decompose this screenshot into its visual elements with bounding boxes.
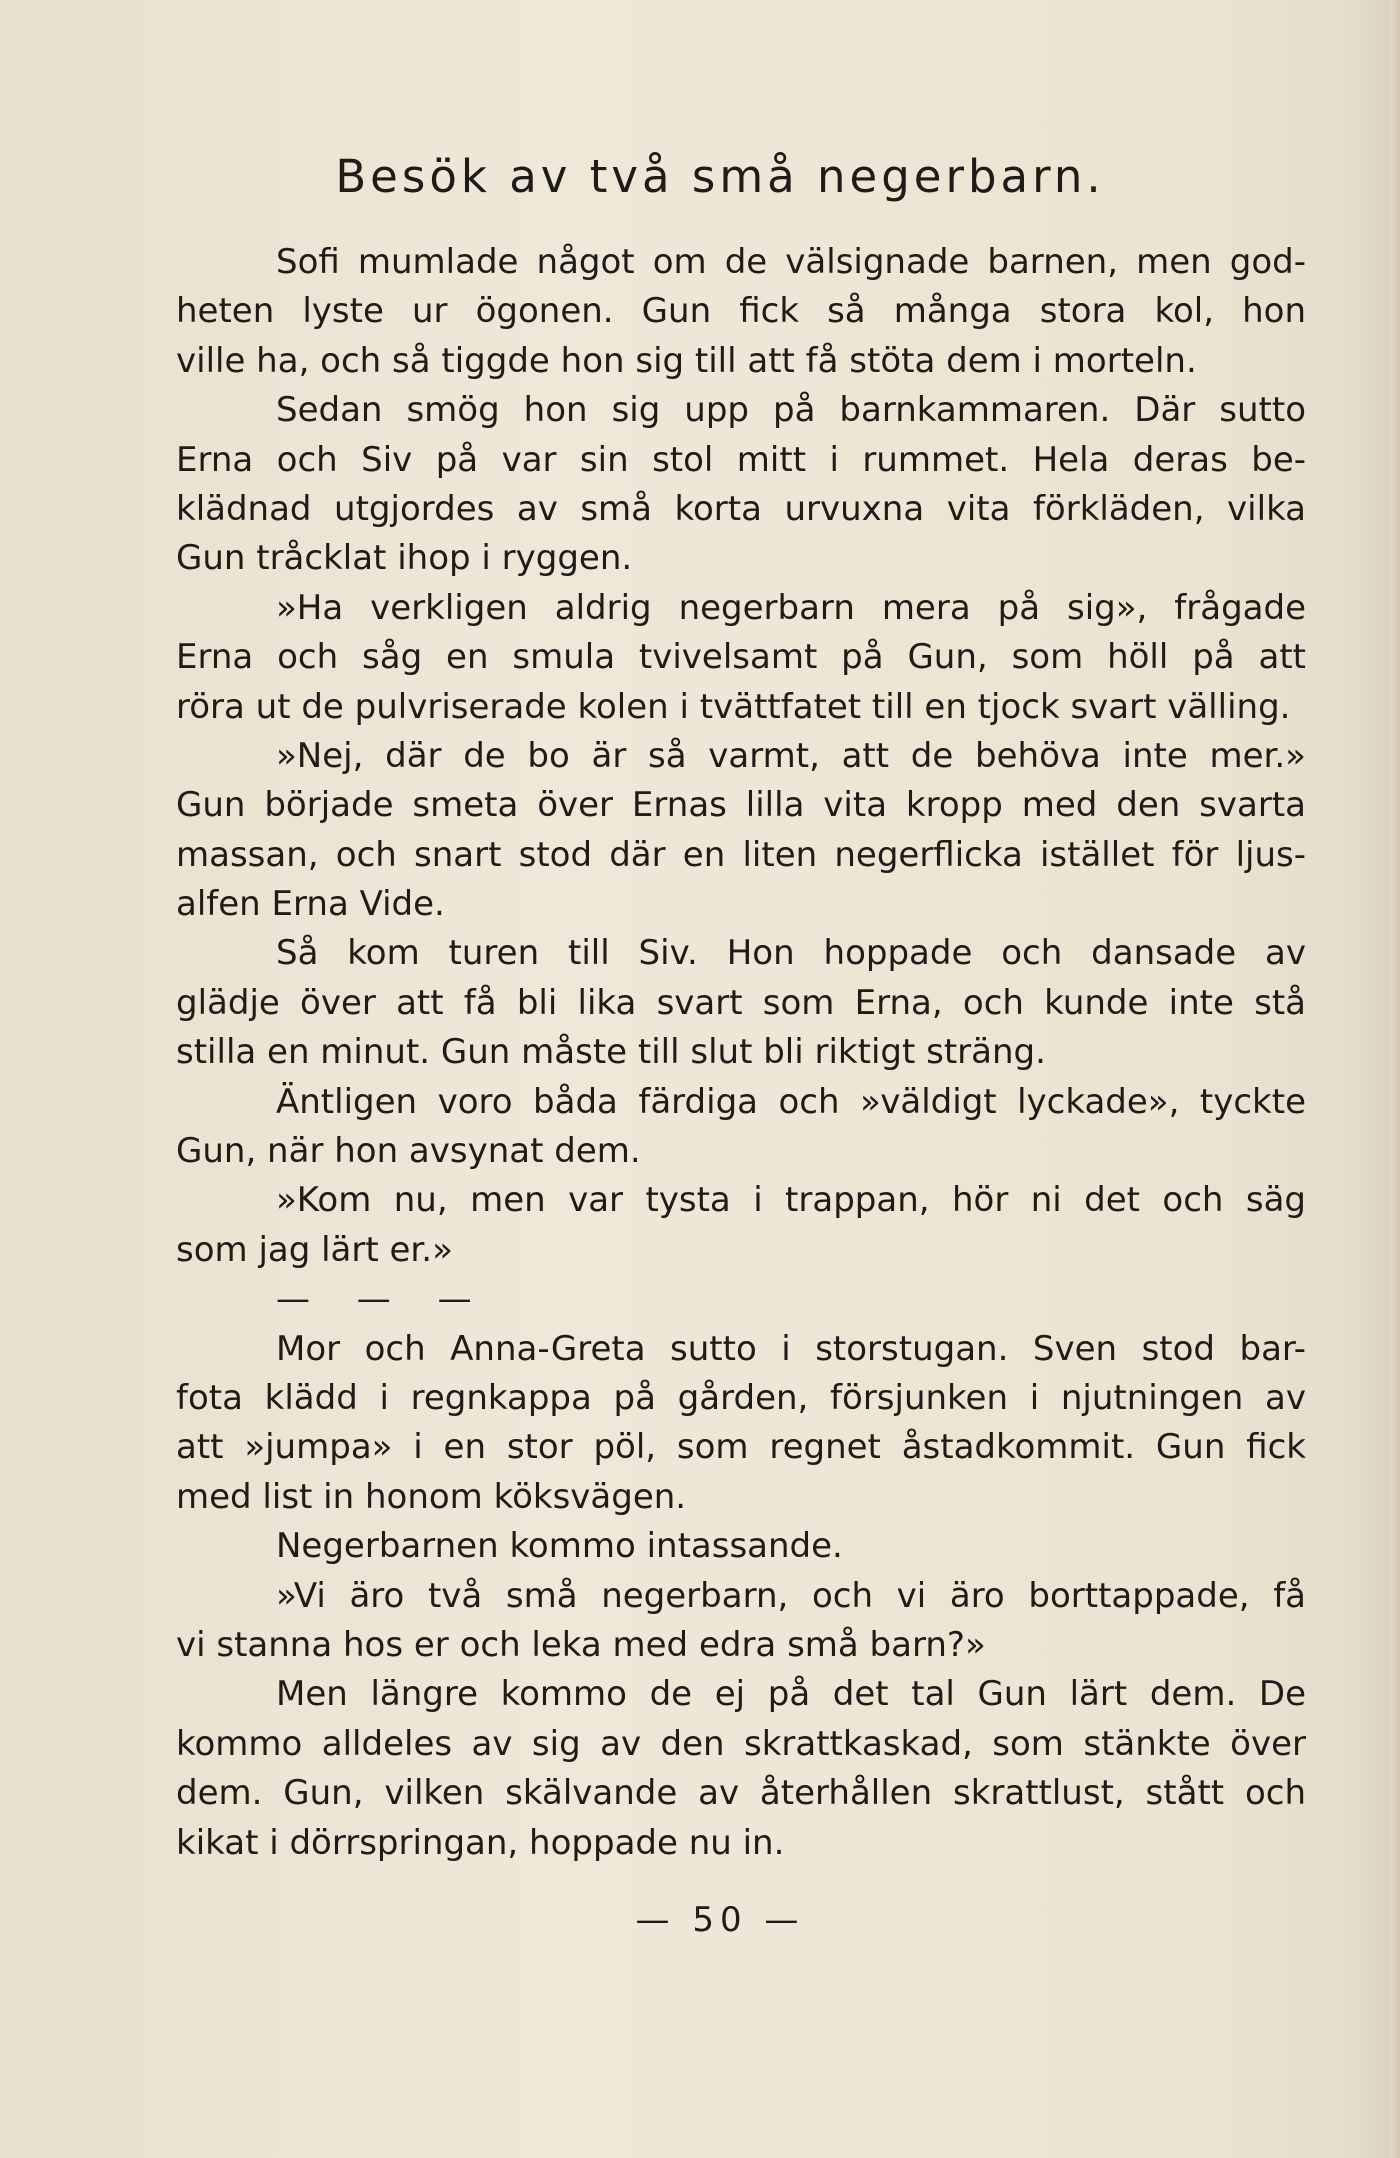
text-line: »Ha verkligen aldrig negerbarn mera på sig», frågade <box>276 587 1306 628</box>
text-line: Erna och Siv på var sin stol mitt i rummet. Hela deras be- <box>176 439 1306 480</box>
text-line: Erna och såg en smula tvivelsamt på Gun, som höll på att <box>176 637 1306 678</box>
text-line: Gun, när hon avsynat dem. <box>176 1131 641 1172</box>
text-line: Sofi mumlade något om de välsignade barnen, men god- <box>276 242 1306 282</box>
text-line: alfen Erna Vide. <box>176 884 445 925</box>
text-line: Gun tråcklat ihop i ryggen. <box>176 538 633 579</box>
text-line: att »jumpa» i en stor pöl, som regnet åstadkommit. Gun fick <box>176 1427 1306 1468</box>
text-line: röra ut de pulvriserade kolen i tvättfatet till en tjock svart välling. <box>176 686 1291 727</box>
page-number: — 50 — <box>635 1900 805 1940</box>
text-line: Äntligen voro båda färdiga och »väldigt lyckade», tyckte <box>276 1081 1306 1122</box>
text-line: »Kom nu, men var tysta i trappan, hör ni det och säg <box>276 1180 1306 1221</box>
text-line: Mor och Anna-Greta sutto i storstugan. Sven stod bar- <box>276 1328 1306 1369</box>
text-line: »Nej, där de bo är så varmt, att de behöva inte mer.» <box>276 735 1306 776</box>
text-line: »Vi äro två små negerbarn, och vi äro borttappade, få <box>276 1575 1306 1616</box>
text-line: som jag lärt er.» <box>176 1229 453 1270</box>
text-line: Gun började smeta över Ernas lilla vita kropp med den svarta <box>176 785 1306 826</box>
text-line: kikat i dörrspringan, hoppade nu in. <box>176 1822 785 1863</box>
text-line: dem. Gun, vilken skälvande av återhållen skrattlust, stått och <box>176 1773 1306 1814</box>
text-line: Negerbarnen kommo intassande. <box>276 1526 843 1567</box>
body-text <box>176 238 1306 1868</box>
text-line: stilla en minut. Gun måste till slut bli riktigt sträng. <box>176 1032 1046 1073</box>
text-line: heten lyste ur ögonen. Gun fick så många stora kol, hon <box>176 291 1306 332</box>
text-line: vi stanna hos er och leka med edra små barn?» <box>176 1624 986 1665</box>
section-divider: — — — <box>276 1279 490 1320</box>
text-line: massan, och snart stod där en liten negerflicka istället för ljus- <box>176 834 1306 875</box>
text-line: klädnad utgjordes av små korta urvuxna vita förkläden, vilka <box>176 488 1306 529</box>
page-edge-shadow <box>1390 0 1400 2158</box>
text-line: kommo alldeles av sig av den skrattkaskad, som stänkte över <box>176 1723 1306 1764</box>
text-line: fota klädd i regnkappa på gården, försjunken i njutningen av <box>176 1377 1306 1418</box>
text-line: med list in honom köksvägen. <box>176 1476 687 1517</box>
text-line: Så kom turen till Siv. Hon hoppade och dansade av <box>276 933 1306 974</box>
text-line: Sedan smög hon sig upp på barnkammaren. Där sutto <box>276 390 1306 431</box>
chapter-heading: Besök av två små negerbarn. <box>335 150 1105 203</box>
text-line: Men längre kommo de ej på det tal Gun lärt dem. De <box>276 1674 1306 1715</box>
text-line: glädje över att få bli lika svart som Erna, och kunde inte stå <box>176 982 1306 1023</box>
text-line: ville ha, och så tiggde hon sig till att få stöta dem i morteln. <box>176 340 1197 381</box>
